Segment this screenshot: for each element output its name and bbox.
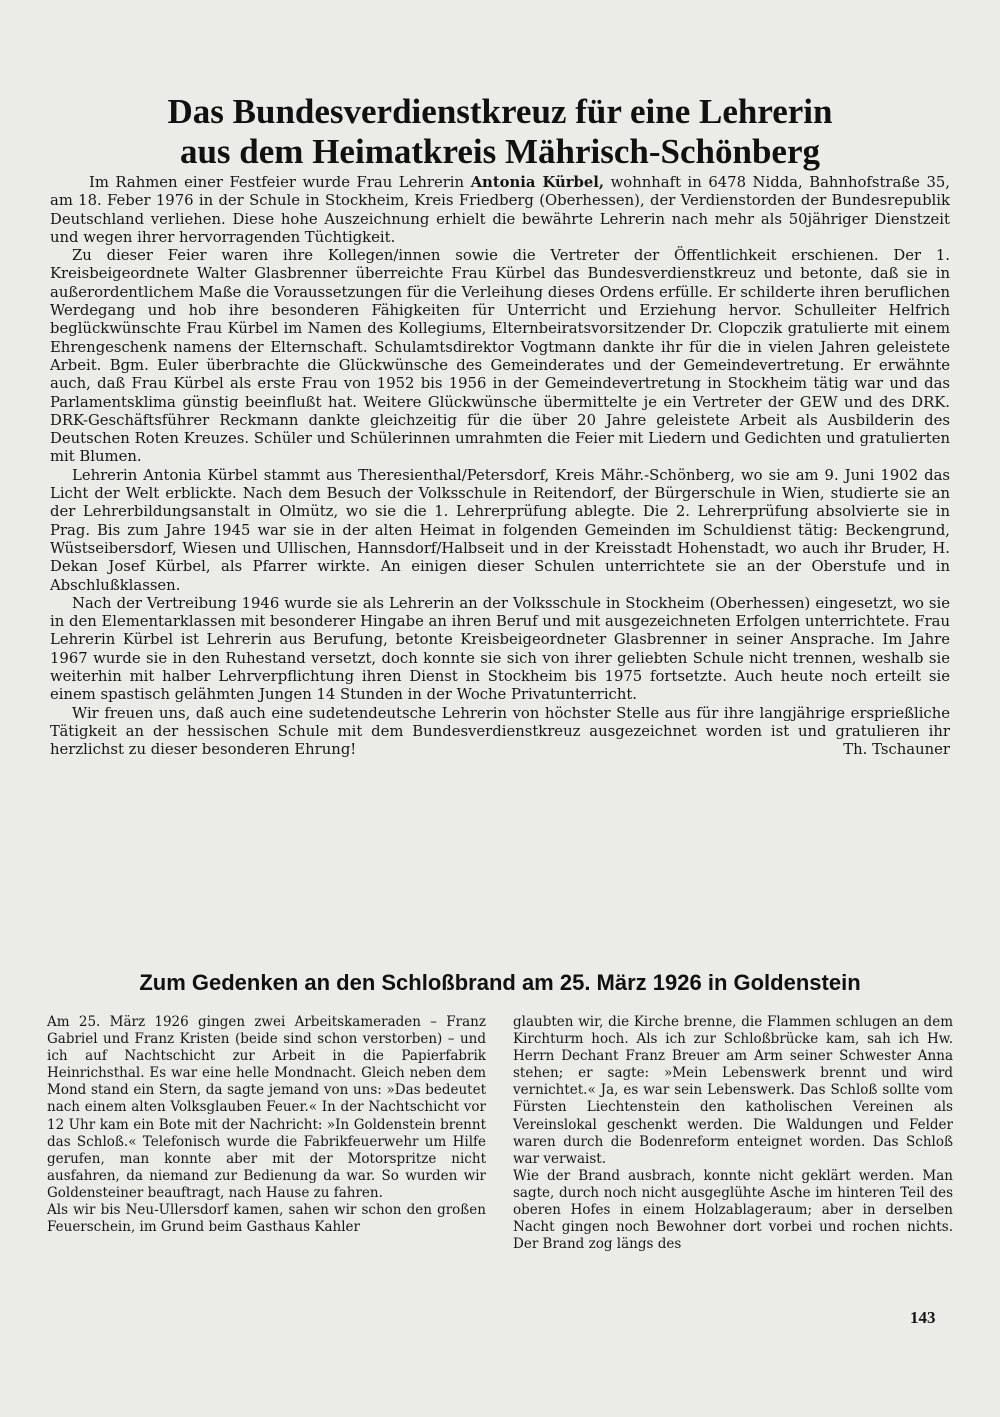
author-signature: Th. Tschauner [843,741,950,759]
paragraph: Wie der Brand ausbrach, konnte nicht geklärt werden. Man sagte, durch noch nicht ausgeglühte Asche im hinteren Teil des oberen Hofes in einem Holzablageraum; aber in derselben Nacht gingen noch Bewohner dort vorbei und rochen nichts. Der Brand zog längs des [513,1167,953,1253]
paragraph: Zu dieser Feier waren ihre Kollegen/innen sowie die Vertreter der Öffentlichkeit erschienen. Der 1. Kreisbeigeordnete Walter Glasbrenner überreichte Frau Kürbel das Bundesverdienstkreuz und betonte, daß sie in außerordentlichem Maße die Voraussetzungen für die Verleihung dieses Ordens erfülle. Er schilderte ihren beruflichen Werdegang und hob ihre besonderen Fähigkeiten für Unterricht und Erziehung hervor. Schulleiter Helfrich beglückwünschte Frau Kürbel im Namen des Kollegiums, Elternbeiratsvorsitzender Dr. Clopczik gratulierte mit einem Ehrengeschenk namens der Elternschaft. Schulamtsdirektor Vogtmann dankte ihr für die in vielen Jahren geleistete Arbeit. Bgm. Euler überbrachte die Glückwünsche des Gemeinderates und der Gemeindevertretung. Er erwähnte auch, daß Frau Kürbel als erste Frau von 1952 bis 1956 in der Gemeindevertretung in Stockheim tätig war und das Parlamentsklima günstig beeinflußt hat. Weitere Glückwünsche übermittelte je ein Vertreter der GEW und des DRK. DRK-Geschäftsführer Reckmann dankte gleichzeitig für die über 20 Jahre geleistete Arbeit als Ausbilderin des Deutschen Roten Kreuzes. Schüler und Schülerinnen umrahmten die Feier mit Liedern und Gedichten und gratulierten mit Blumen. [50,247,950,466]
title-line-2: aus dem Heimatkreis Mährisch-Schönberg [179,132,821,171]
paragraph: Nach der Vertreibung 1946 wurde sie als Lehrerin an der Volksschule in Stockheim (Oberhessen) eingesetzt, wo sie in den Elementarklassen mit besonderer Hingabe an ihren Beruf und mit ausgezeichneten Erfolgen unterrichtete. Frau Lehrerin Kürbel ist Lehrerin aus Berufung, betonte Kreisbeigeordneter Glasbrenner in seiner Ansprache. Im Jahre 1967 wurde sie in den Ruhestand versetzt, doch konnte sie sich von ihrer geliebten Schule nicht trennen, weshalb sie weiterhin mit halber Lehrverpflichtung ihren Dienst in Stockheim bis 1975 fortsetzte. Auch heute noch erteilt sie einem spastisch gelähmten Jungen 14 Stunden in der Woche Privatunterricht. [50,594,950,704]
paragraph: Am 25. März 1926 gingen zwei Arbeitskameraden – Franz Gabriel und Franz Kristen (beide sind schon verstorben) – und ich auf Nachtschicht zur Arbeit in die Papierfabrik Heinrichsthal. Es war eine helle Mondnacht. Gleich neben dem Mond stand ein Stern, da sagte jemand von uns: »Das bedeutet nach einem alten Volksglauben Feuer.« In der Nachtschicht vor 12 Uhr kam ein Bote mit der Nachricht: »In Goldenstein brennt das Schloß.« Telefonisch wurde die Fabrikfeuerwehr um Hilfe gerufen, man konnte aber mit der Motorspritze nicht ausfahren, da niemand zur Bedienung da war. So wurden wir Goldensteiner beauftragt, nach Hause zu fahren. [47,1014,486,1201]
title-line-1: Das Bundesverdienstkreuz für eine Lehrerin [167,92,833,131]
paragraph: Im Rahmen einer Festfeier wurde Frau Lehrerin Antonia Kürbel, wohnhaft in 6478 Nidda, Bahnhofstraße 35, am 18. Feber 1976 in der Schule in Stockheim, Kreis Friedberg (Oberhessen), der Verdienstorden der Bundesrepublik Deutschland verliehen. Diese hohe Auszeichnung erhielt die bewährte Lehrerin nach mehr als 50jähriger Dienstzeit und wegen ihrer hervorragenden Tüchtigkeit. [50,174,950,246]
right-column [513,1014,953,1253]
honoree-name: Antonia Kürbel, [470,174,605,191]
left-column [47,1014,486,1236]
paragraph: glaubten wir, die Kirche brenne, die Flammen schlugen an dem Kirchturm hoch. Als ich zur Schloßbrücke kam, sah ich Hw. Herrn Dechant Franz Breuer am Arm seiner Schwester Anna stehen; er sagte: »Mein Lebenswerk brennt und wird vernichtet.« Ja, es war sein Lebenswerk. Das Schloß sollte vom Fürsten Liechtenstein den katholischen Vereinen als Vereinslokal geschenkt werden. Die Waldungen und Felder waren durch die Bodenreform enteignet worden. Das Schloß war verwaist. [513,1014,953,1167]
paragraph: Lehrerin Antonia Kürbel stammt aus Theresienthal/Petersdorf, Kreis Mähr.-Schönberg, wo sie am 9. Juni 1902 das Licht der Welt erblickte. Nach dem Besuch der Volksschule in Reitendorf, der Bürgerschule in Wien, studierte sie an der Lehrerbildungsanstalt in Olmütz, wo sie die 1. Lehrerprüfung ablegte. Die 2. Lehrerprüfung absolvierte sie in Prag. Bis zum Jahre 1945 war sie in der alten Heimat in folgenden Gemeinden im Schuldienst tätig: Beckengrund, Wüstseibersdorf, Wiesen und Ullischen, Hannsdorf/Halbseit und in der Kreisstadt Hohenstadt, wo auch ihr Bruder, H. Dekan Josef Kürbel, als Pfarrer wirkte. An einigen dieser Schulen unterrichtete sie an der Oberstufe und in Abschlußklassen. [50,466,950,594]
paragraph: Als wir bis Neu-Ullersdorf kamen, sahen wir schon den großen Feuerschein, im Grund beim Gasthaus Kahler [47,1202,486,1236]
article-body [50,174,950,760]
paragraph: Wir freuen uns, daß auch eine sudetendeutsche Lehrerin von höchster Stelle aus für ihre langjährige ersprießliche Tätigkeit an der hessischen Schule mit dem Bundesverdienstkreuz ausgezeichnet worden ist und gratulieren ihr herzlichst zu dieser besonderen Ehrung! Th. Tschauner [50,704,950,759]
page-number: 143 [910,1308,936,1327]
article-title [60,92,940,172]
section-heading: Zum Gedenken an den Schloßbrand am 25. März 1926 in Goldenstein [139,970,861,995]
